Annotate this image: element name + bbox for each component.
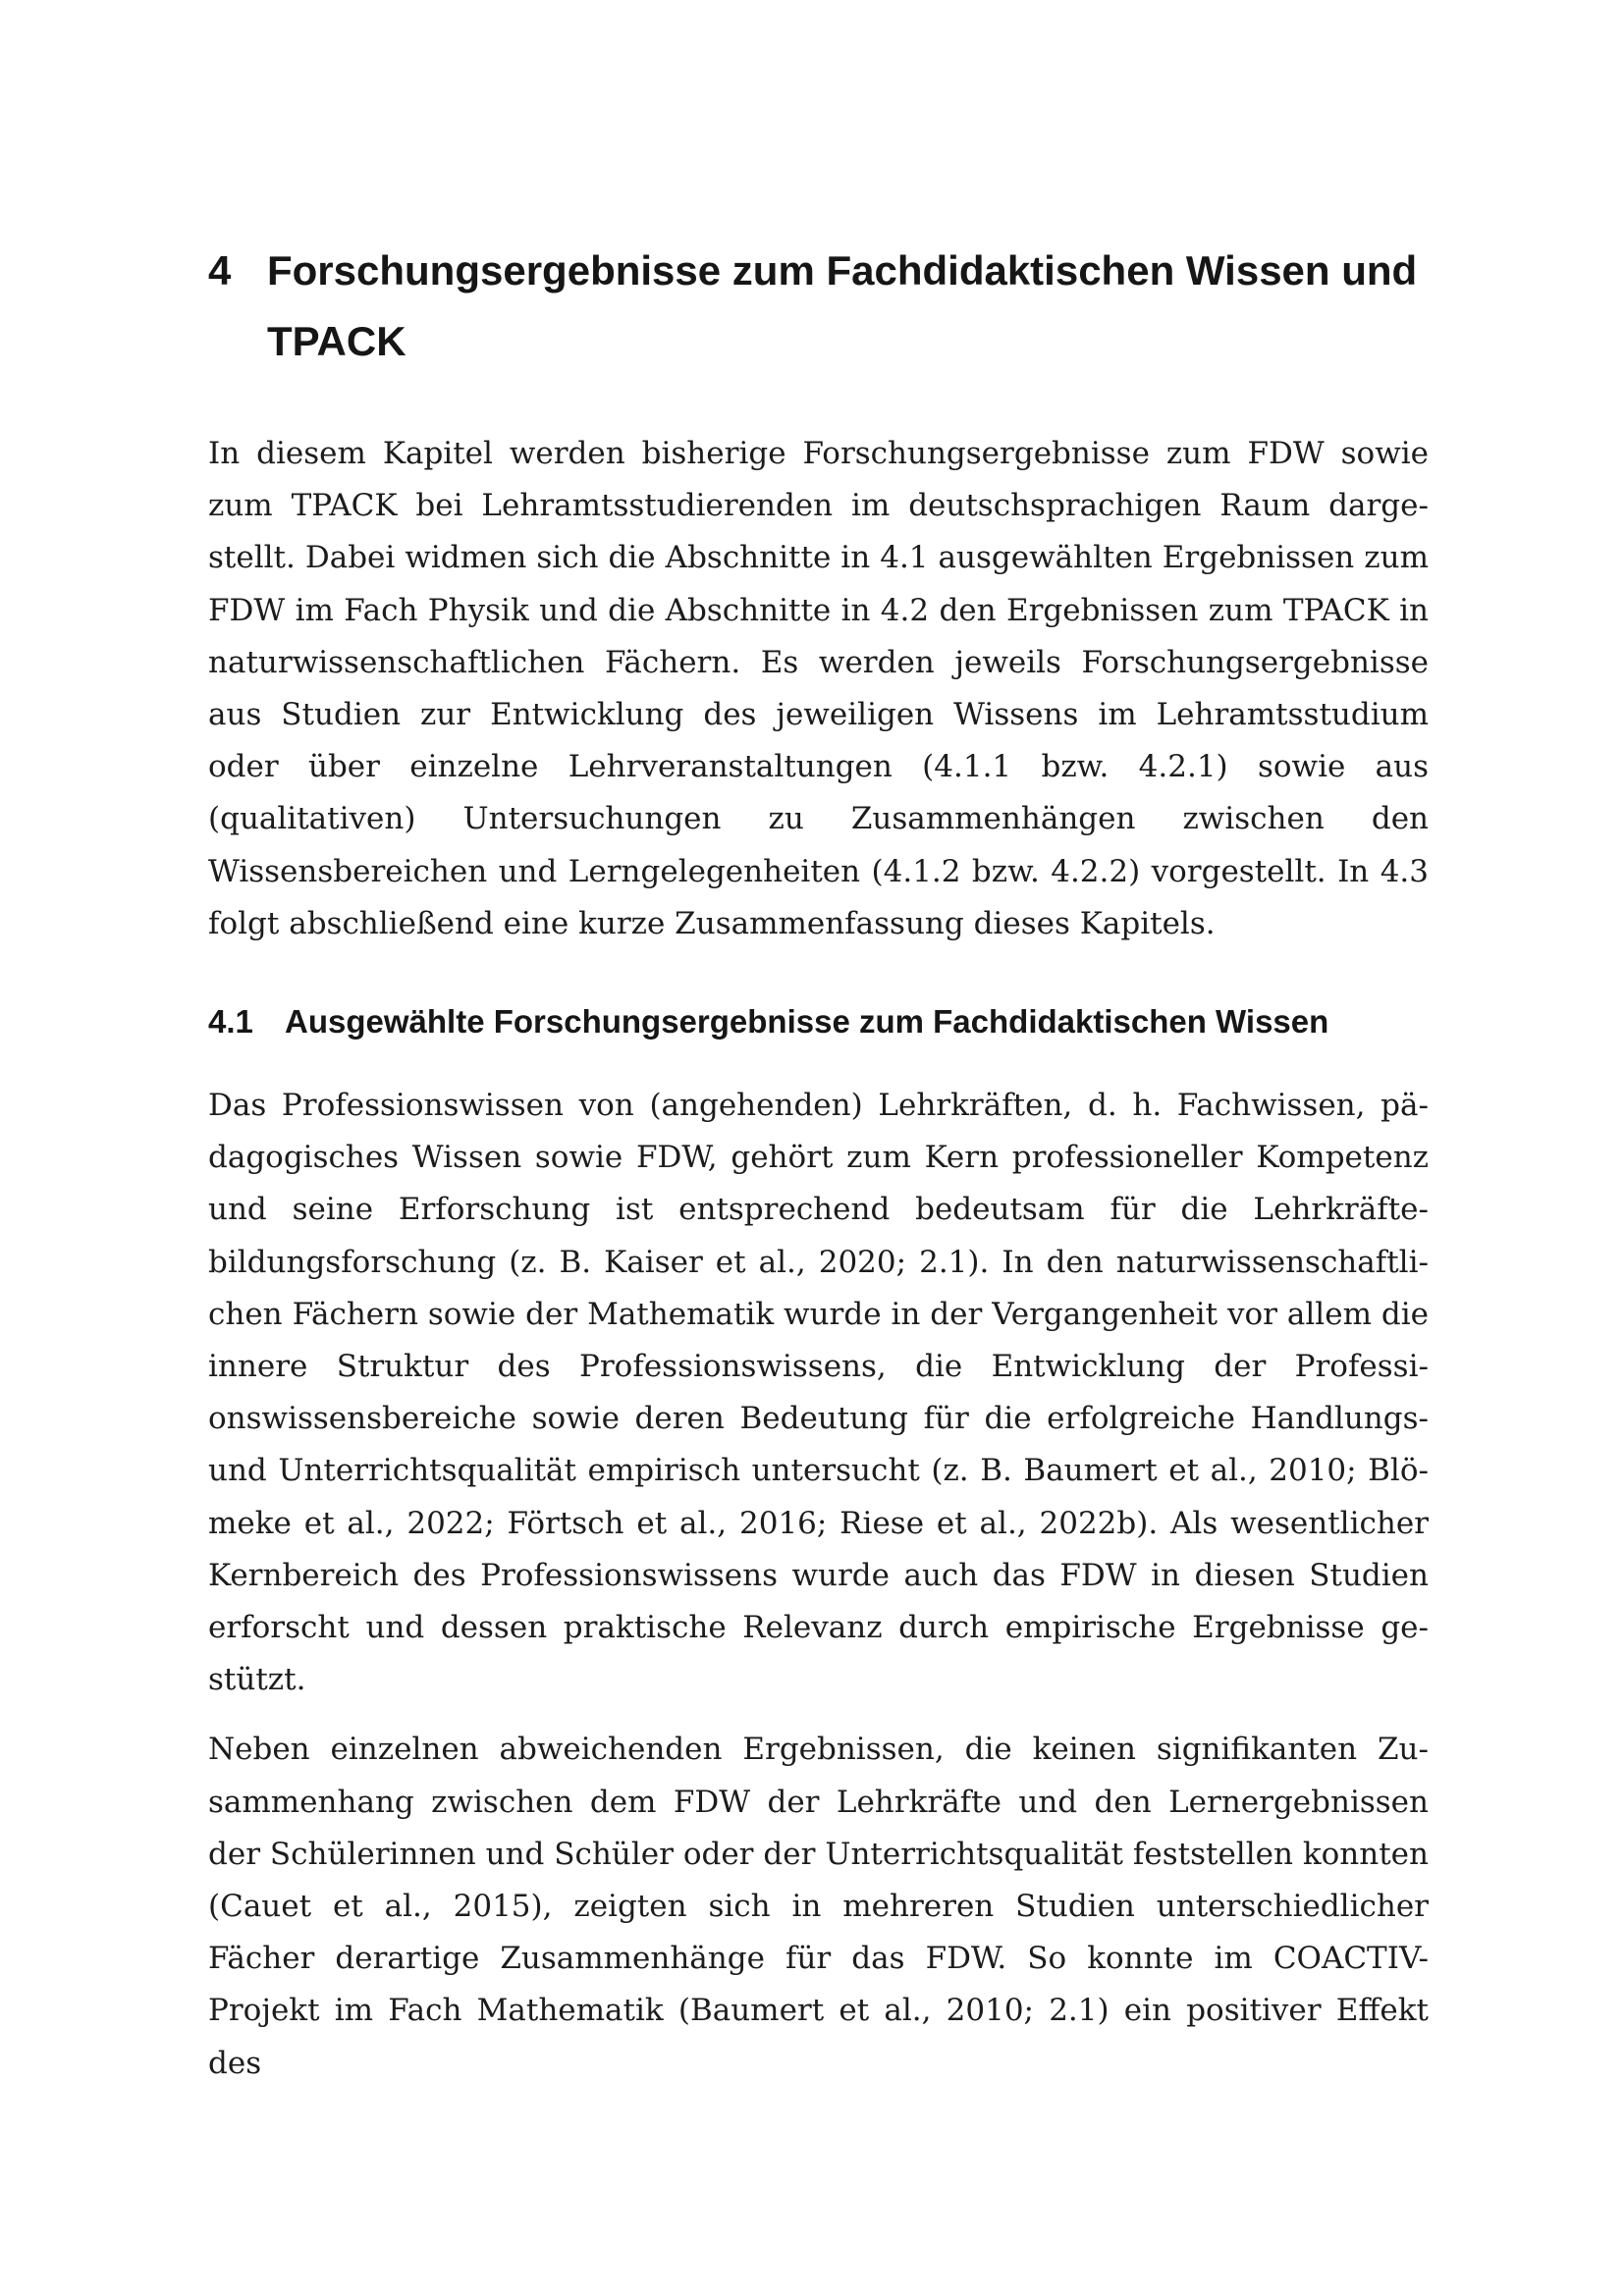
chapter-title: Forschungsergebnisse zum Fachdidaktischen Wissen und TPACK — [267, 247, 1418, 364]
section-heading — [208, 993, 1429, 1050]
chapter-number: 4 — [208, 247, 232, 294]
section-title: Ausgewählte Forschungsergebnisse zum Fachdidaktischen Wissen — [285, 1003, 1329, 1041]
intro-paragraph: In diesem Kapitel werden bisherige Forschungsergebnisse zum FDW sowie zum TPACK bei Lehramtsstudierenden im deutschsprachigen Raum dargestellt. Dabei widmen sich die Abschnitte in 4.1 ausgewählten Ergebnissen zum FDW im Fach Physik und die Abschnitte in 4.2 den Ergebnissen zum TPACK in naturwissenschaftlichen Fächern. Es werden jeweils Forschungsergebnisse aus Studien zur Entwicklung des jeweiligen Wissens im Lehramtsstudium oder über einzelne Lehrveranstaltungen (4.1.1 bzw. 4.2.1) sowie aus (qualitativen) Untersuchungen zu Zusammenhängen zwischen den Wissensbereichen und Lerngelegenheiten (4.1.2 bzw. 4.2.2) vorgestellt. In 4.3 folgt abschließend eine kurze Zusammenfassung dieses Kapitels. — [208, 436, 1429, 941]
section-number: 4.1 — [208, 1003, 253, 1041]
document-page — [208, 236, 1429, 2108]
body-paragraph-1: Das Professionswissen von (angehenden) Lehrkräften, d. h. Fachwissen, pädagogisches Wissen sowie FDW, gehört zum Kern professioneller Kompetenz und seine Erforschung ist entsprechend bedeutsam für die Lehrkräftebildungsforschung (z. B. Kaiser et al., 2020; 2.1). In den naturwissenschaftlichen Fächern sowie der Mathematik wurde in der Vergangenheit vor allem die innere Struktur des Professionswissens, die Entwicklung der Professionswissensbereiche sowie deren Bedeutung für die erfolgreiche Handlungs- und Unterrichtsqualität empirisch untersucht (z. B. Baumert et al., 2010; Blömeke et al., 2022; Förtsch et al., 2016; Riese et al., 2022b). Als wesentlicher Kernbereich des Professionswissens wurde auch das FDW in diesen Studien erforscht und dessen praktische Relevanz durch empirische Ergebnisse gestützt. — [208, 1088, 1429, 1698]
chapter-heading — [208, 236, 1429, 377]
body-paragraph-2: Neben einzelnen abweichenden Ergebnissen, die keinen signifikanten Zusammenhang zwischen dem FDW der Lehrkräfte und den Lernergebnissen der Schülerinnen und Schüler oder der Unterrichtsqualität feststellen konnten (Cauet et al., 2015), zeigten sich in mehreren Studien unterschiedlicher Fächer derartige Zusammenhänge für das FDW. So konnte im COACTIV-Projekt im Fach Mathematik (Baumert et al., 2010; 2.1) ein positiver Effekt des — [208, 1732, 1429, 2081]
